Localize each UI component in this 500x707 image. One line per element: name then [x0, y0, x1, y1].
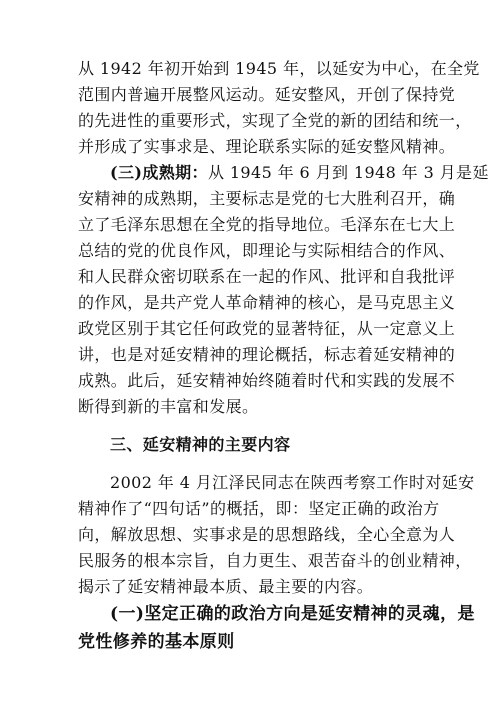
text-line-first: 2002 年 4 月江泽民同志在陕西考察工作时对延安 [110, 473, 475, 492]
text-line-first [78, 160, 489, 186]
maturity-label: (三)成熟期： [110, 163, 208, 182]
text-line: 范围内普遍开展整风运动。延安整风，开创了保持党 [78, 85, 456, 104]
text-line: 精神作了“四句话”的概括，即：坚定正确的政治方 [78, 499, 440, 518]
subsection-heading [78, 600, 475, 656]
text-line: 断得到新的丰富和发展。 [78, 397, 259, 416]
text-line: 和人民群众密切联系在一起的作风、批评和自我批评 [78, 267, 456, 286]
text-line: 安精神的成熟期，主要标志是党的七大胜利召开，确 [78, 189, 456, 208]
text-line: 成熟。此后，延安精神始终随着时代和实践的发展不 [78, 371, 456, 390]
text-line: 的作风，是共产党人革命精神的核心，是马克思主义 [78, 293, 456, 312]
text-line: 民服务的根本宗旨，自力更生、艰苦奋斗的创业精神， [78, 551, 472, 570]
paragraph-rectification [78, 56, 480, 160]
text-line: 向，解放思想、实事求是的思想路线，全心全意为人 [78, 525, 456, 544]
text-line: 从 1942 年初开始到 1945 年，以延安为中心，在全党 [78, 59, 480, 78]
document-page [78, 56, 489, 656]
subsection-heading-line: 党性修养的基本原则 [78, 632, 235, 652]
paragraph-maturity [78, 160, 489, 420]
subsection-heading-line: (一)坚定正确的政治方向是延安精神的灵魂，是 [110, 604, 475, 624]
section-heading: 三、延安精神的主要内容 [110, 435, 291, 454]
paragraph-four-sentences [78, 470, 475, 600]
text-line: 立了毛泽东思想在全党的指导地位。毛泽东在七大上 [78, 215, 456, 234]
text-line: 总结的党的优良作风，即理论与实际相结合的作风、 [78, 241, 456, 260]
text-line: 的先进性的重要形式，实现了全党的新的团结和统一， [78, 111, 472, 130]
text-line: 揭示了延安精神最本质、最主要的内容。 [78, 577, 374, 596]
text-line: 并形成了实事求是、理论联系实际的延安整风精神。 [78, 137, 456, 156]
maturity-first-text: 从 1945 年 6 月到 1948 年 3 月是延 [207, 163, 489, 182]
text-line: 政党区别于其它任何政党的显著特征，从一定意义上 [78, 319, 456, 338]
text-line: 讲，也是对延安精神的理论概括，标志着延安精神的 [78, 345, 456, 364]
